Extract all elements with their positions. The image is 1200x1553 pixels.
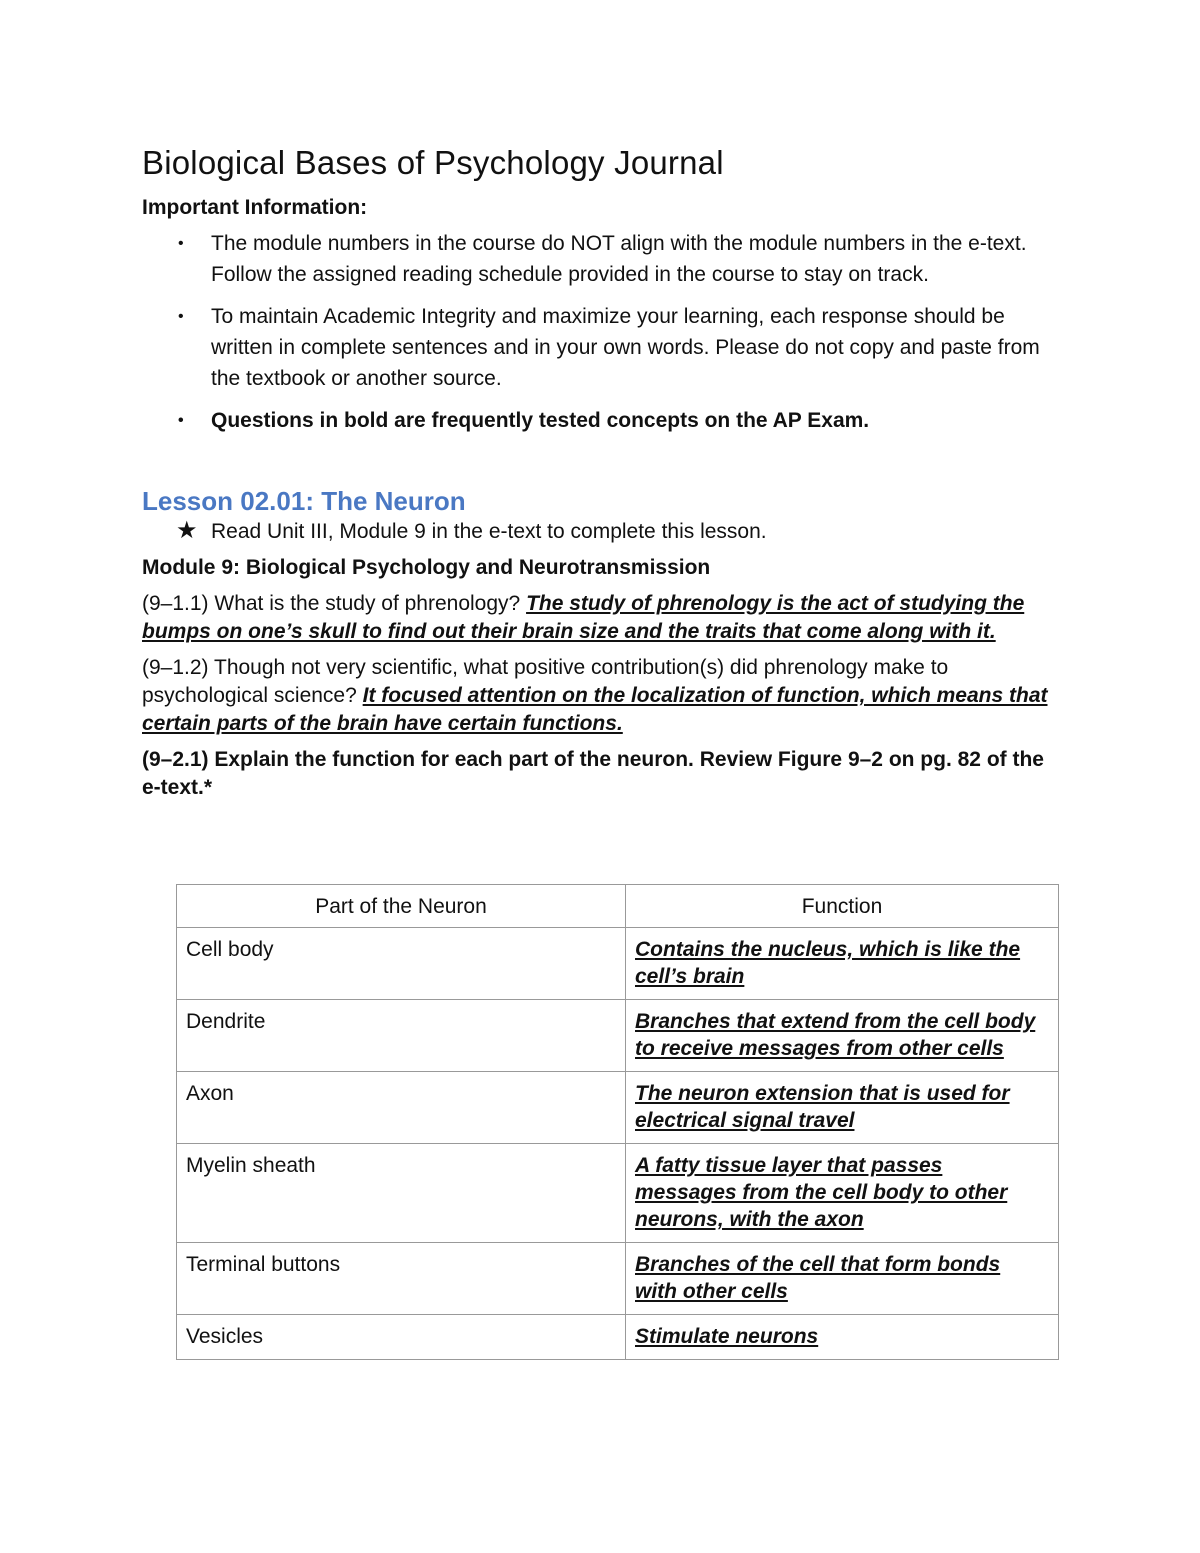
document-title: Biological Bases of Psychology Journal xyxy=(142,144,724,181)
important-info-list xyxy=(142,228,1058,436)
question-block xyxy=(142,590,1058,646)
table-question: (9–2.1) Explain the function for each part of the neuron. Review Figure 9–2 on pg. 82 of the e-text.* xyxy=(142,748,1044,799)
info-item-text: To maintain Academic Integrity and maximize your learning, each response should be written in complete sentences and in your own words. Please do not copy and paste from the textbook or another source. xyxy=(211,305,1040,390)
function-answer: The neuron extension that is used for electrical signal travel xyxy=(635,1082,1010,1132)
table-header-row xyxy=(177,885,1059,928)
function-cell xyxy=(626,1243,1059,1315)
document-page xyxy=(142,142,1058,802)
info-list-item xyxy=(142,405,1058,436)
function-cell xyxy=(626,1000,1059,1072)
module-heading: Module 9: Biological Psychology and Neurotransmission xyxy=(142,556,711,579)
function-cell xyxy=(626,1072,1059,1144)
info-item-text: The module numbers in the course do NOT align with the module numbers in the e-text. Follow the assigned reading schedule provided in the course to stay on track. xyxy=(211,232,1027,286)
star-icon: ★ xyxy=(176,517,198,544)
function-answer: Branches of the cell that form bonds with other cells xyxy=(635,1253,1001,1303)
bullet-icon: • xyxy=(178,235,184,252)
function-cell xyxy=(626,1144,1059,1243)
lesson-heading: Lesson 02.01: The Neuron xyxy=(142,486,466,516)
part-cell: Dendrite xyxy=(177,1000,626,1072)
question-text: (9–1.1) What is the study of phrenology? xyxy=(142,592,521,615)
part-cell: Vesicles xyxy=(177,1315,626,1360)
part-cell: Axon xyxy=(177,1072,626,1144)
column-header-function: Function xyxy=(626,885,1059,928)
neuron-table-container xyxy=(142,876,1102,1360)
question-text: (9–1.2) Though not very scientific, what positive contribution(s) did phrenology make to psychological science? xyxy=(142,656,949,707)
part-cell: Terminal buttons xyxy=(177,1243,626,1315)
function-answer: Stimulate neurons xyxy=(635,1325,819,1348)
table-row xyxy=(177,1000,1059,1072)
column-header-part: Part of the Neuron xyxy=(177,885,626,928)
table-row xyxy=(177,1072,1059,1144)
reading-instruction-text: Read Unit III, Module 9 in the e-text to complete this lesson. xyxy=(211,520,767,543)
table-row xyxy=(177,1243,1059,1315)
bullet-icon: • xyxy=(178,308,184,325)
function-answer: Branches that extend from the cell body to receive messages from other cells xyxy=(635,1010,1036,1060)
reading-instruction xyxy=(142,518,1058,546)
bullet-icon: • xyxy=(178,412,184,429)
function-answer: Contains the nucleus, which is like the cell’s brain xyxy=(635,938,1021,988)
function-cell xyxy=(626,928,1059,1000)
function-cell xyxy=(626,1315,1059,1360)
table-row xyxy=(177,1144,1059,1243)
answer-text: The study of phrenology is the act of studying the bumps on one’s skull to find out their brain size and the traits that come along with it. xyxy=(142,592,1025,643)
info-list-item xyxy=(142,301,1058,394)
function-answer: A fatty tissue layer that passes messages from the cell body to other neurons, with the axon xyxy=(635,1154,1008,1231)
neuron-parts-table xyxy=(176,884,1059,1360)
info-item-text: Questions in bold are frequently tested concepts on the AP Exam. xyxy=(211,409,870,432)
table-row xyxy=(177,928,1059,1000)
part-cell: Cell body xyxy=(177,928,626,1000)
part-cell: Myelin sheath xyxy=(177,1144,626,1243)
question-block xyxy=(142,654,1058,738)
answer-text: It focused attention on the localization of function, which means that certain parts of the brain have certain functions. xyxy=(142,684,1048,735)
important-info-heading: Important Information: xyxy=(142,196,368,219)
info-list-item xyxy=(142,228,1058,290)
table-row xyxy=(177,1315,1059,1360)
